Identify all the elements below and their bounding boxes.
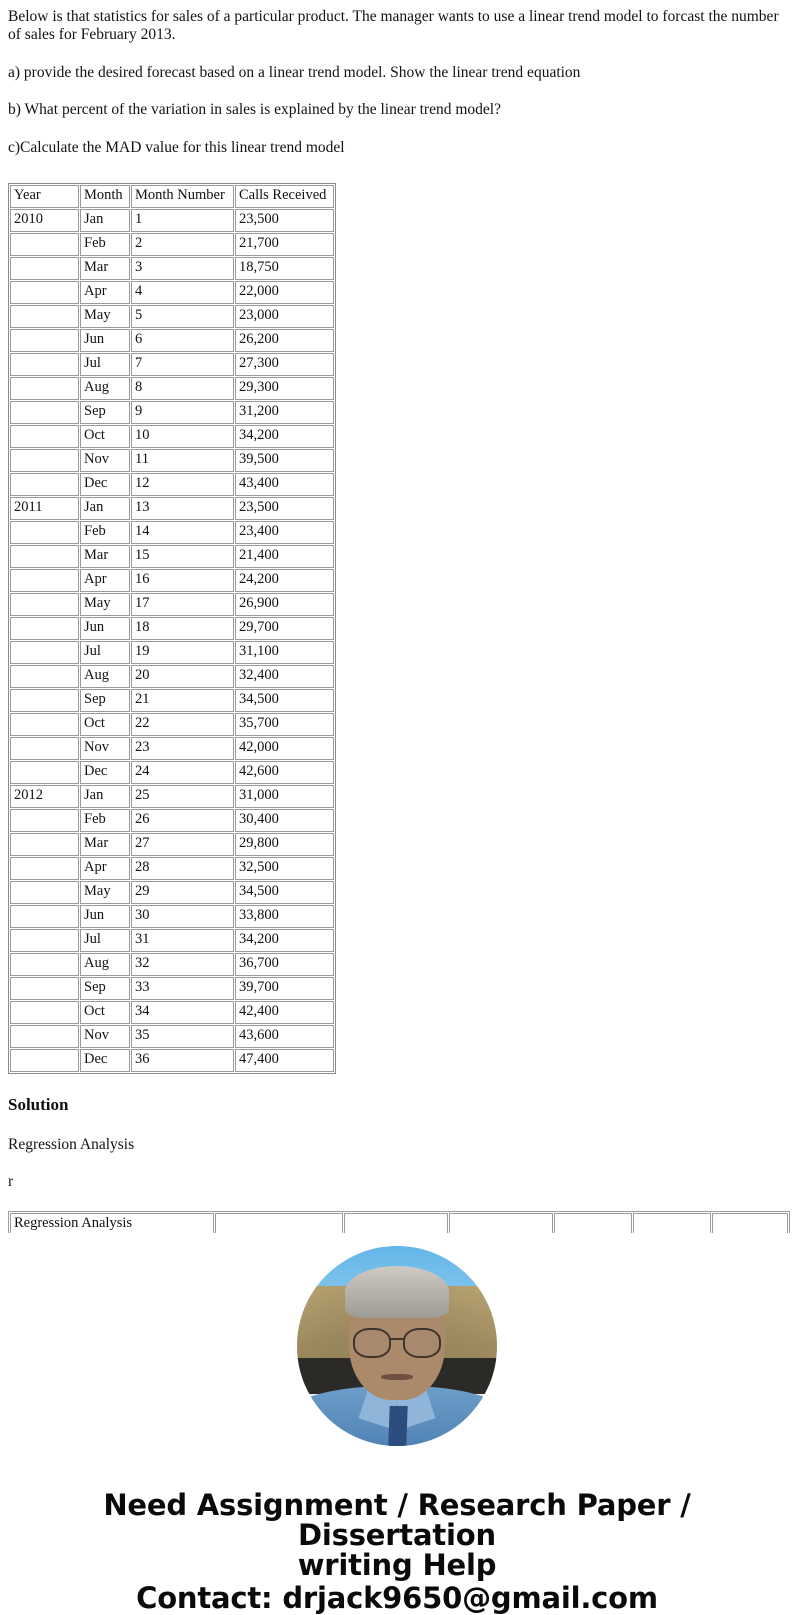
cell-month: Dec [80,761,130,784]
regression-analysis-label: Regression Analysis [8,1135,135,1153]
cell-month: Jan [80,785,130,808]
cell-year [10,521,79,544]
avatar-hair [345,1266,449,1318]
cell-calls-received: 42,000 [235,737,334,760]
cell-month-number: 5 [131,305,234,328]
cell-year [10,569,79,592]
question-item-c: c)Calculate the MAD value for this linear trend model [8,138,345,156]
table-row [10,761,334,784]
cell-month: Aug [80,377,130,400]
table-row [10,665,334,688]
cell-calls-received: 21,700 [235,233,334,256]
cell-month-number: 13 [131,497,234,520]
table-row [10,377,334,400]
cell-year [10,545,79,568]
cell-calls-received: 27,300 [235,353,334,376]
cell-month-number: 4 [131,281,234,304]
reg-cell-4 [449,1213,553,1233]
cell-month-number: 30 [131,905,234,928]
cell-year [10,665,79,688]
table-row [10,449,334,472]
cell-calls-received: 23,500 [235,497,334,520]
question-block [0,0,794,157]
table-row [10,257,334,280]
cell-month: Jun [80,329,130,352]
cell-month: Jul [80,641,130,664]
cell-month: Mar [80,257,130,280]
cell-month-number: 32 [131,953,234,976]
cell-calls-received: 34,500 [235,881,334,904]
cell-month-number: 22 [131,713,234,736]
cell-calls-received: 22,000 [235,281,334,304]
cell-month: Feb [80,233,130,256]
table-row [10,353,334,376]
cell-calls-received: 31,200 [235,401,334,424]
table-row [10,545,334,568]
cell-year [10,953,79,976]
cell-month: Oct [80,1001,130,1024]
regression-output-table [8,1211,790,1233]
cell-month-number: 23 [131,737,234,760]
cell-year [10,329,79,352]
table-row [10,593,334,616]
cell-month: Sep [80,977,130,1000]
header-year: Year [10,185,79,208]
cell-month-number: 18 [131,617,234,640]
cell-calls-received: 43,400 [235,473,334,496]
cell-month: Jul [80,353,130,376]
cell-month-number: 12 [131,473,234,496]
cell-month-number: 35 [131,1025,234,1048]
cell-calls-received: 39,700 [235,977,334,1000]
cell-month: Jan [80,209,130,232]
cell-month: May [80,593,130,616]
cell-year [10,1001,79,1024]
table-row [10,425,334,448]
cell-month-number: 9 [131,401,234,424]
cell-year [10,809,79,832]
cell-month-number: 20 [131,665,234,688]
cell-month: Feb [80,809,130,832]
cell-calls-received: 21,400 [235,545,334,568]
cell-month: Apr [80,281,130,304]
cell-calls-received: 34,200 [235,929,334,952]
table-row [10,713,334,736]
reg-cell-6 [633,1213,711,1233]
cell-month: Apr [80,569,130,592]
cell-calls-received: 26,200 [235,329,334,352]
solution-heading: Solution [8,1095,69,1115]
cell-year [10,233,79,256]
table-row [10,785,334,808]
table-row [10,209,334,232]
cell-month: Sep [80,401,130,424]
table-row [10,1049,334,1072]
cell-year [10,353,79,376]
r-label: r [8,1173,14,1191]
cell-month-number: 36 [131,1049,234,1072]
cell-year: 2012 [10,785,79,808]
cell-calls-received: 26,900 [235,593,334,616]
cell-year [10,713,79,736]
cell-month: Sep [80,689,130,712]
table-row [10,953,334,976]
cell-year [10,377,79,400]
avatar [297,1246,497,1446]
cell-month: Aug [80,665,130,688]
cell-year [10,617,79,640]
cell-month-number: 34 [131,1001,234,1024]
table-row [10,977,334,1000]
cell-year: 2010 [10,209,79,232]
cell-month: Aug [80,953,130,976]
promo-section [0,1451,794,1614]
cell-month: Mar [80,833,130,856]
cell-month-number: 31 [131,929,234,952]
cell-year [10,689,79,712]
table-row [10,809,334,832]
table-row [10,641,334,664]
cell-calls-received: 29,300 [235,377,334,400]
avatar-glasses-left-lens [353,1328,391,1358]
table-header-row [10,185,334,208]
cell-month-number: 11 [131,449,234,472]
header-month-number: Month Number [131,185,234,208]
header-calls-received: Calls Received [235,185,334,208]
cell-year [10,593,79,616]
cell-month-number: 1 [131,209,234,232]
cell-year [10,857,79,880]
table-row [10,857,334,880]
cell-year [10,473,79,496]
cell-calls-received: 23,000 [235,305,334,328]
cell-year: 2011 [10,497,79,520]
cell-month: Oct [80,425,130,448]
cell-calls-received: 39,500 [235,449,334,472]
table-row [10,281,334,304]
cell-month-number: 14 [131,521,234,544]
avatar-section [0,1233,794,1451]
table-row [10,905,334,928]
cell-calls-received: 43,600 [235,1025,334,1048]
reg-cell-2 [215,1213,343,1233]
cell-year [10,449,79,472]
cell-calls-received: 24,200 [235,569,334,592]
cell-month-number: 29 [131,881,234,904]
table-row [10,1001,334,1024]
cell-month-number: 21 [131,689,234,712]
cell-month-number: 7 [131,353,234,376]
cell-calls-received: 29,800 [235,833,334,856]
cell-month: Mar [80,545,130,568]
cell-calls-received: 33,800 [235,905,334,928]
cell-year [10,761,79,784]
cell-calls-received: 32,400 [235,665,334,688]
cell-calls-received: 34,200 [235,425,334,448]
cell-month-number: 10 [131,425,234,448]
question-item-b: b) What percent of the variation in sales is explained by the linear trend model? [8,101,501,119]
cell-month: Dec [80,1049,130,1072]
cell-month: Jul [80,929,130,952]
table-row [10,521,334,544]
sales-data-table-body [10,209,334,1072]
avatar-mouth [381,1374,413,1380]
promo-contact-line: Contact: drjack9650@gmail.com [136,1581,658,1615]
cell-calls-received: 31,000 [235,785,334,808]
table-row [10,569,334,592]
cell-month-number: 15 [131,545,234,568]
cell-year [10,833,79,856]
cell-calls-received: 32,500 [235,857,334,880]
table-row [10,233,334,256]
reg-cell-7 [712,1213,788,1233]
cell-year [10,401,79,424]
promo-line-2: writing Help [297,1548,497,1583]
cell-month-number: 26 [131,809,234,832]
cell-calls-received: 42,400 [235,1001,334,1024]
cell-month-number: 8 [131,377,234,400]
table-row [10,881,334,904]
table-row [10,473,334,496]
regression-output-table-wrapper [0,1211,794,1233]
cell-year [10,257,79,280]
table-row [10,833,334,856]
header-month: Month [80,185,130,208]
cell-calls-received: 18,750 [235,257,334,280]
table-row [10,305,334,328]
cell-month-number: 28 [131,857,234,880]
table-row [10,737,334,760]
cell-month-number: 3 [131,257,234,280]
cell-month-number: 16 [131,569,234,592]
cell-month-number: 2 [131,233,234,256]
cell-month-number: 25 [131,785,234,808]
cell-year [10,305,79,328]
cell-month: Nov [80,449,130,472]
table-row [10,689,334,712]
solution-section [0,1074,794,1192]
cell-year [10,977,79,1000]
cell-month: Nov [80,737,130,760]
table-row [10,401,334,424]
cell-month: May [80,881,130,904]
cell-month: Apr [80,857,130,880]
cell-calls-received: 47,400 [235,1049,334,1072]
avatar-glasses-right-lens [403,1328,441,1358]
cell-month: Feb [80,521,130,544]
avatar-tie [388,1406,407,1446]
table-row [10,617,334,640]
promo-line-1: Need Assignment / Research Paper / Dissertation [103,1487,691,1553]
table-row [10,929,334,952]
avatar-glasses-bridge [389,1338,405,1340]
cell-month-number: 19 [131,641,234,664]
table-row [10,1025,334,1048]
question-intro: Below is that statistics for sales of a particular product. The manager wants to use a linear trend model to forcast the number of sales for February 2013. [8,8,779,44]
table-row [10,497,334,520]
table-row [10,329,334,352]
cell-year [10,737,79,760]
cell-calls-received: 30,400 [235,809,334,832]
cell-calls-received: 31,100 [235,641,334,664]
cell-calls-received: 35,700 [235,713,334,736]
cell-calls-received: 36,700 [235,953,334,976]
cell-calls-received: 23,500 [235,209,334,232]
cell-year [10,281,79,304]
reg-cell-title: Regression Analysis [10,1213,214,1233]
cell-calls-received: 34,500 [235,689,334,712]
cell-month-number: 6 [131,329,234,352]
table-row [10,1213,788,1233]
cell-year [10,905,79,928]
reg-cell-3 [344,1213,448,1233]
sales-data-table-wrapper [0,183,794,1074]
cell-calls-received: 23,400 [235,521,334,544]
cell-month: Jan [80,497,130,520]
cell-year [10,929,79,952]
cell-month: Jun [80,905,130,928]
cell-month-number: 27 [131,833,234,856]
cell-month-number: 17 [131,593,234,616]
cell-year [10,641,79,664]
reg-cell-5 [554,1213,632,1233]
cell-month: Oct [80,713,130,736]
question-item-a: a) provide the desired forecast based on a linear trend model. Show the linear trend equation [8,63,581,81]
cell-month-number: 24 [131,761,234,784]
cell-year [10,1049,79,1072]
cell-month: Dec [80,473,130,496]
cell-month-number: 33 [131,977,234,1000]
cell-year [10,881,79,904]
cell-month: Nov [80,1025,130,1048]
cell-month: Jun [80,617,130,640]
cell-calls-received: 42,600 [235,761,334,784]
cell-year [10,1025,79,1048]
sales-data-table [8,183,336,1074]
cell-calls-received: 29,700 [235,617,334,640]
cell-month: May [80,305,130,328]
cell-year [10,425,79,448]
